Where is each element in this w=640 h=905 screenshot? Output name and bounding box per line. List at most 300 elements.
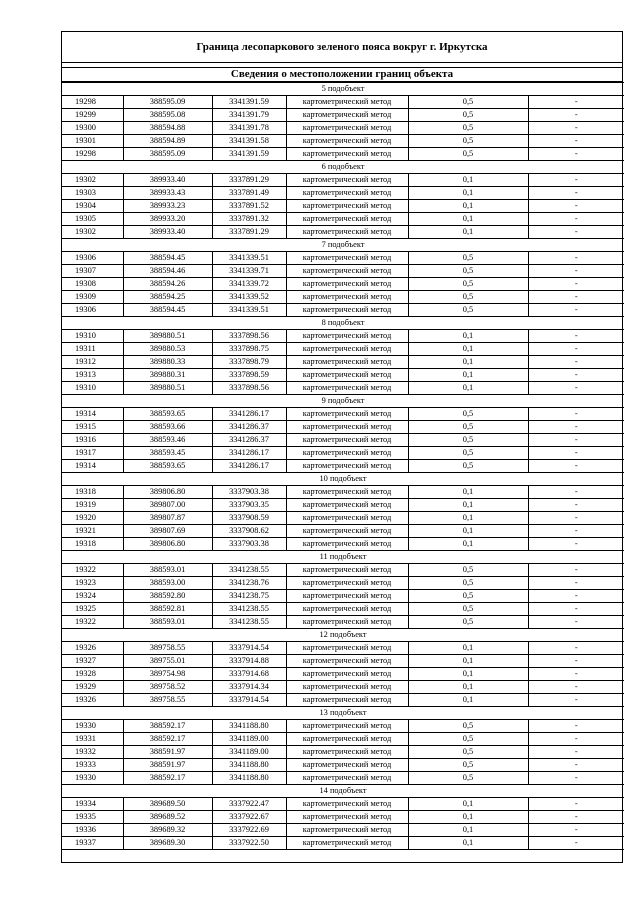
y-coordinate-cell: 3341238.55 xyxy=(212,603,286,616)
point-number-cell: 19335 xyxy=(62,811,123,824)
accuracy-cell: 0,5 xyxy=(408,564,528,577)
accuracy-cell: 0,1 xyxy=(408,499,528,512)
x-coordinate-cell: 388594.26 xyxy=(123,278,212,291)
accuracy-cell: 0,1 xyxy=(408,668,528,681)
description-cell: - xyxy=(528,720,624,733)
y-coordinate-cell: 3337922.67 xyxy=(212,811,286,824)
description-cell: - xyxy=(528,122,624,135)
method-cell: картометрический метод xyxy=(286,720,408,733)
point-number-cell: 19304 xyxy=(62,200,123,213)
table-row xyxy=(62,265,624,278)
method-cell: картометрический метод xyxy=(286,278,408,291)
accuracy-cell: 0,5 xyxy=(408,590,528,603)
subobject-header-row xyxy=(62,785,624,798)
x-coordinate-cell: 389807.87 xyxy=(123,512,212,525)
x-coordinate-cell: 389806.80 xyxy=(123,486,212,499)
x-coordinate-cell: 388593.01 xyxy=(123,616,212,629)
method-cell: картометрический метод xyxy=(286,252,408,265)
method-cell: картометрический метод xyxy=(286,655,408,668)
x-coordinate-cell: 388594.89 xyxy=(123,135,212,148)
point-number-cell: 19312 xyxy=(62,356,123,369)
description-cell: - xyxy=(528,824,624,837)
method-cell: картометрический метод xyxy=(286,486,408,499)
description-cell: - xyxy=(528,798,624,811)
x-coordinate-cell: 388592.80 xyxy=(123,590,212,603)
x-coordinate-cell: 388593.66 xyxy=(123,421,212,434)
table-row xyxy=(62,330,624,343)
subobject-label: 13 подобъект xyxy=(62,707,624,720)
accuracy-cell: 0,5 xyxy=(408,434,528,447)
point-number-cell: 19300 xyxy=(62,122,123,135)
y-coordinate-cell: 3341189.00 xyxy=(212,733,286,746)
description-cell: - xyxy=(528,369,624,382)
method-cell: картометрический метод xyxy=(286,798,408,811)
table-row xyxy=(62,811,624,824)
table-row xyxy=(62,837,624,850)
table-row xyxy=(62,772,624,785)
table-row xyxy=(62,96,624,109)
x-coordinate-cell: 388593.46 xyxy=(123,434,212,447)
subobject-header-row xyxy=(62,551,624,564)
x-coordinate-cell: 389758.55 xyxy=(123,642,212,655)
method-cell: картометрический метод xyxy=(286,603,408,616)
method-cell: картометрический метод xyxy=(286,343,408,356)
table-row xyxy=(62,122,624,135)
accuracy-cell: 0,1 xyxy=(408,811,528,824)
accuracy-cell: 0,5 xyxy=(408,148,528,161)
y-coordinate-cell: 3341339.72 xyxy=(212,278,286,291)
table-row xyxy=(62,798,624,811)
y-coordinate-cell: 3337914.34 xyxy=(212,681,286,694)
y-coordinate-cell: 3341188.80 xyxy=(212,759,286,772)
point-number-cell: 19319 xyxy=(62,499,123,512)
table-row xyxy=(62,759,624,772)
point-number-cell: 19298 xyxy=(62,96,123,109)
accuracy-cell: 0,5 xyxy=(408,265,528,278)
table-row xyxy=(62,746,624,759)
description-cell: - xyxy=(528,226,624,239)
method-cell: картометрический метод xyxy=(286,694,408,707)
accuracy-cell: 0,1 xyxy=(408,369,528,382)
point-number-cell: 19334 xyxy=(62,798,123,811)
method-cell: картометрический метод xyxy=(286,525,408,538)
method-cell: картометрический метод xyxy=(286,187,408,200)
method-cell: картометрический метод xyxy=(286,759,408,772)
accuracy-cell: 0,1 xyxy=(408,798,528,811)
x-coordinate-cell: 388591.97 xyxy=(123,759,212,772)
x-coordinate-cell: 389806.80 xyxy=(123,538,212,551)
y-coordinate-cell: 3341188.80 xyxy=(212,720,286,733)
y-coordinate-cell: 3341339.71 xyxy=(212,265,286,278)
subobject-label: 8 подобъект xyxy=(62,317,624,330)
method-cell: картометрический метод xyxy=(286,369,408,382)
accuracy-cell: 0,5 xyxy=(408,304,528,317)
accuracy-cell: 0,1 xyxy=(408,226,528,239)
description-cell: - xyxy=(528,96,624,109)
accuracy-cell: 0,1 xyxy=(408,486,528,499)
x-coordinate-cell: 388595.09 xyxy=(123,96,212,109)
table-row xyxy=(62,681,624,694)
accuracy-cell: 0,5 xyxy=(408,421,528,434)
subobject-label: 10 подобъект xyxy=(62,473,624,486)
x-coordinate-cell: 389807.69 xyxy=(123,525,212,538)
description-cell: - xyxy=(528,356,624,369)
accuracy-cell: 0,1 xyxy=(408,213,528,226)
y-coordinate-cell: 3337922.69 xyxy=(212,824,286,837)
description-cell: - xyxy=(528,837,624,850)
x-coordinate-cell: 388592.17 xyxy=(123,733,212,746)
accuracy-cell: 0,5 xyxy=(408,408,528,421)
y-coordinate-cell: 3341391.58 xyxy=(212,135,286,148)
y-coordinate-cell: 3341391.78 xyxy=(212,122,286,135)
point-number-cell: 19309 xyxy=(62,291,123,304)
table-row xyxy=(62,187,624,200)
method-cell: картометрический метод xyxy=(286,772,408,785)
subobject-label: 5 подобъект xyxy=(62,83,624,96)
x-coordinate-cell: 389880.51 xyxy=(123,330,212,343)
y-coordinate-cell: 3341391.59 xyxy=(212,148,286,161)
y-coordinate-cell: 3337891.32 xyxy=(212,213,286,226)
table-row xyxy=(62,590,624,603)
table-row xyxy=(62,135,624,148)
x-coordinate-cell: 388594.88 xyxy=(123,122,212,135)
table-row xyxy=(62,564,624,577)
table-row xyxy=(62,434,624,447)
document-title: Граница лесопаркового зеленого пояса вокруг г. Иркутска xyxy=(62,32,622,63)
y-coordinate-cell: 3341238.55 xyxy=(212,564,286,577)
description-cell: - xyxy=(528,213,624,226)
x-coordinate-cell: 389933.20 xyxy=(123,213,212,226)
description-cell: - xyxy=(528,408,624,421)
description-cell: - xyxy=(528,382,624,395)
description-cell: - xyxy=(528,564,624,577)
x-coordinate-cell: 388594.46 xyxy=(123,265,212,278)
description-cell: - xyxy=(528,499,624,512)
description-cell: - xyxy=(528,538,624,551)
accuracy-cell: 0,1 xyxy=(408,330,528,343)
subobject-label: 9 подобъект xyxy=(62,395,624,408)
table-row xyxy=(62,408,624,421)
y-coordinate-cell: 3341286.17 xyxy=(212,408,286,421)
point-number-cell: 19307 xyxy=(62,265,123,278)
method-cell: картометрический метод xyxy=(286,200,408,213)
point-number-cell: 19302 xyxy=(62,174,123,187)
table-row xyxy=(62,460,624,473)
accuracy-cell: 0,1 xyxy=(408,382,528,395)
description-cell: - xyxy=(528,434,624,447)
point-number-cell: 19303 xyxy=(62,187,123,200)
x-coordinate-cell: 388593.65 xyxy=(123,408,212,421)
method-cell: картометрический метод xyxy=(286,356,408,369)
accuracy-cell: 0,5 xyxy=(408,252,528,265)
accuracy-cell: 0,1 xyxy=(408,694,528,707)
y-coordinate-cell: 3337922.50 xyxy=(212,837,286,850)
description-cell: - xyxy=(528,304,624,317)
y-coordinate-cell: 3341391.59 xyxy=(212,96,286,109)
description-cell: - xyxy=(528,525,624,538)
description-cell: - xyxy=(528,642,624,655)
description-cell: - xyxy=(528,512,624,525)
method-cell: картометрический метод xyxy=(286,174,408,187)
table-row xyxy=(62,655,624,668)
accuracy-cell: 0,5 xyxy=(408,616,528,629)
x-coordinate-cell: 389689.30 xyxy=(123,837,212,850)
x-coordinate-cell: 388593.45 xyxy=(123,447,212,460)
table-row xyxy=(62,356,624,369)
subobject-label: 11 подобъект xyxy=(62,551,624,564)
x-coordinate-cell: 389880.33 xyxy=(123,356,212,369)
method-cell: картометрический метод xyxy=(286,668,408,681)
accuracy-cell: 0,1 xyxy=(408,525,528,538)
description-cell: - xyxy=(528,681,624,694)
accuracy-cell: 0,5 xyxy=(408,96,528,109)
description-cell: - xyxy=(528,694,624,707)
method-cell: картометрический метод xyxy=(286,434,408,447)
subobject-header-row xyxy=(62,317,624,330)
method-cell: картометрический метод xyxy=(286,109,408,122)
method-cell: картометрический метод xyxy=(286,616,408,629)
point-number-cell: 19330 xyxy=(62,772,123,785)
boundary-points-table xyxy=(62,82,624,850)
section-subtitle: Сведения о местоположении границ объекта xyxy=(62,68,622,82)
point-number-cell: 19306 xyxy=(62,304,123,317)
description-cell: - xyxy=(528,265,624,278)
point-number-cell: 19314 xyxy=(62,460,123,473)
method-cell: картометрический метод xyxy=(286,499,408,512)
description-cell: - xyxy=(528,291,624,304)
point-number-cell: 19315 xyxy=(62,421,123,434)
point-number-cell: 19333 xyxy=(62,759,123,772)
table-row xyxy=(62,486,624,499)
x-coordinate-cell: 388595.09 xyxy=(123,148,212,161)
table-row xyxy=(62,616,624,629)
description-cell: - xyxy=(528,772,624,785)
y-coordinate-cell: 3337914.88 xyxy=(212,655,286,668)
method-cell: картометрический метод xyxy=(286,148,408,161)
description-cell: - xyxy=(528,200,624,213)
subobject-header-row xyxy=(62,239,624,252)
accuracy-cell: 0,5 xyxy=(408,122,528,135)
y-coordinate-cell: 3337898.59 xyxy=(212,369,286,382)
y-coordinate-cell: 3337891.29 xyxy=(212,174,286,187)
y-coordinate-cell: 3337914.54 xyxy=(212,694,286,707)
method-cell: картометрический метод xyxy=(286,460,408,473)
y-coordinate-cell: 3341238.76 xyxy=(212,577,286,590)
x-coordinate-cell: 388592.17 xyxy=(123,772,212,785)
table-row xyxy=(62,512,624,525)
description-cell: - xyxy=(528,278,624,291)
y-coordinate-cell: 3341286.37 xyxy=(212,434,286,447)
subobject-label: 12 подобъект xyxy=(62,629,624,642)
accuracy-cell: 0,5 xyxy=(408,135,528,148)
accuracy-cell: 0,5 xyxy=(408,733,528,746)
table-row xyxy=(62,343,624,356)
method-cell: картометрический метод xyxy=(286,135,408,148)
point-number-cell: 19313 xyxy=(62,369,123,382)
document-sheet xyxy=(61,31,623,863)
table-row xyxy=(62,603,624,616)
method-cell: картометрический метод xyxy=(286,330,408,343)
table-row xyxy=(62,226,624,239)
table-row xyxy=(62,200,624,213)
y-coordinate-cell: 3337891.49 xyxy=(212,187,286,200)
point-number-cell: 19326 xyxy=(62,694,123,707)
table-row xyxy=(62,694,624,707)
table-row xyxy=(62,421,624,434)
description-cell: - xyxy=(528,421,624,434)
accuracy-cell: 0,5 xyxy=(408,603,528,616)
point-number-cell: 19310 xyxy=(62,382,123,395)
x-coordinate-cell: 389807.00 xyxy=(123,499,212,512)
y-coordinate-cell: 3341188.80 xyxy=(212,772,286,785)
description-cell: - xyxy=(528,148,624,161)
y-coordinate-cell: 3341339.52 xyxy=(212,291,286,304)
point-number-cell: 19322 xyxy=(62,616,123,629)
point-number-cell: 19324 xyxy=(62,590,123,603)
description-cell: - xyxy=(528,343,624,356)
description-cell: - xyxy=(528,603,624,616)
y-coordinate-cell: 3337914.68 xyxy=(212,668,286,681)
point-number-cell: 19316 xyxy=(62,434,123,447)
table-row xyxy=(62,174,624,187)
x-coordinate-cell: 389933.40 xyxy=(123,226,212,239)
accuracy-cell: 0,1 xyxy=(408,642,528,655)
subobject-header-row xyxy=(62,707,624,720)
x-coordinate-cell: 388594.45 xyxy=(123,252,212,265)
y-coordinate-cell: 3337914.54 xyxy=(212,642,286,655)
description-cell: - xyxy=(528,577,624,590)
table-row xyxy=(62,525,624,538)
table-row xyxy=(62,499,624,512)
x-coordinate-cell: 389933.43 xyxy=(123,187,212,200)
description-cell: - xyxy=(528,486,624,499)
accuracy-cell: 0,1 xyxy=(408,824,528,837)
point-number-cell: 19331 xyxy=(62,733,123,746)
accuracy-cell: 0,1 xyxy=(408,655,528,668)
x-coordinate-cell: 388593.65 xyxy=(123,460,212,473)
method-cell: картометрический метод xyxy=(286,421,408,434)
accuracy-cell: 0,1 xyxy=(408,538,528,551)
description-cell: - xyxy=(528,174,624,187)
x-coordinate-cell: 389755.01 xyxy=(123,655,212,668)
point-number-cell: 19322 xyxy=(62,564,123,577)
x-coordinate-cell: 389689.52 xyxy=(123,811,212,824)
method-cell: картометрический метод xyxy=(286,564,408,577)
method-cell: картометрический метод xyxy=(286,811,408,824)
point-number-cell: 19310 xyxy=(62,330,123,343)
table-row xyxy=(62,668,624,681)
description-cell: - xyxy=(528,590,624,603)
y-coordinate-cell: 3341339.51 xyxy=(212,304,286,317)
description-cell: - xyxy=(528,616,624,629)
description-cell: - xyxy=(528,655,624,668)
x-coordinate-cell: 389758.55 xyxy=(123,694,212,707)
point-number-cell: 19321 xyxy=(62,525,123,538)
subobject-header-row xyxy=(62,473,624,486)
y-coordinate-cell: 3341286.17 xyxy=(212,460,286,473)
y-coordinate-cell: 3341238.75 xyxy=(212,590,286,603)
subobject-label: 6 подобъект xyxy=(62,161,624,174)
description-cell: - xyxy=(528,252,624,265)
accuracy-cell: 0,5 xyxy=(408,577,528,590)
method-cell: картометрический метод xyxy=(286,512,408,525)
table-row xyxy=(62,304,624,317)
method-cell: картометрический метод xyxy=(286,577,408,590)
x-coordinate-cell: 389880.53 xyxy=(123,343,212,356)
method-cell: картометрический метод xyxy=(286,408,408,421)
accuracy-cell: 0,1 xyxy=(408,356,528,369)
accuracy-cell: 0,1 xyxy=(408,174,528,187)
y-coordinate-cell: 3341286.37 xyxy=(212,421,286,434)
x-coordinate-cell: 389880.51 xyxy=(123,382,212,395)
x-coordinate-cell: 388594.45 xyxy=(123,304,212,317)
table-row xyxy=(62,824,624,837)
accuracy-cell: 0,5 xyxy=(408,278,528,291)
subobject-header-row xyxy=(62,83,624,96)
table-row xyxy=(62,720,624,733)
method-cell: картометрический метод xyxy=(286,746,408,759)
method-cell: картометрический метод xyxy=(286,213,408,226)
description-cell: - xyxy=(528,759,624,772)
method-cell: картометрический метод xyxy=(286,304,408,317)
method-cell: картометрический метод xyxy=(286,96,408,109)
subobject-label: 14 подобъект xyxy=(62,785,624,798)
accuracy-cell: 0,1 xyxy=(408,837,528,850)
y-coordinate-cell: 3337891.29 xyxy=(212,226,286,239)
table-row xyxy=(62,538,624,551)
method-cell: картометрический метод xyxy=(286,590,408,603)
point-number-cell: 19326 xyxy=(62,642,123,655)
description-cell: - xyxy=(528,668,624,681)
table-row xyxy=(62,109,624,122)
method-cell: картометрический метод xyxy=(286,382,408,395)
y-coordinate-cell: 3337898.56 xyxy=(212,330,286,343)
table-row xyxy=(62,213,624,226)
point-number-cell: 19308 xyxy=(62,278,123,291)
y-coordinate-cell: 3341286.17 xyxy=(212,447,286,460)
method-cell: картометрический метод xyxy=(286,681,408,694)
x-coordinate-cell: 388592.81 xyxy=(123,603,212,616)
subobject-header-row xyxy=(62,161,624,174)
point-number-cell: 19318 xyxy=(62,486,123,499)
description-cell: - xyxy=(528,109,624,122)
accuracy-cell: 0,1 xyxy=(408,512,528,525)
accuracy-cell: 0,5 xyxy=(408,759,528,772)
point-number-cell: 19317 xyxy=(62,447,123,460)
x-coordinate-cell: 389754.98 xyxy=(123,668,212,681)
point-number-cell: 19336 xyxy=(62,824,123,837)
point-number-cell: 19329 xyxy=(62,681,123,694)
y-coordinate-cell: 3337903.38 xyxy=(212,538,286,551)
description-cell: - xyxy=(528,460,624,473)
accuracy-cell: 0,1 xyxy=(408,681,528,694)
table-row xyxy=(62,252,624,265)
y-coordinate-cell: 3341339.51 xyxy=(212,252,286,265)
point-number-cell: 19318 xyxy=(62,538,123,551)
table-row xyxy=(62,148,624,161)
accuracy-cell: 0,5 xyxy=(408,460,528,473)
method-cell: картометрический метод xyxy=(286,122,408,135)
method-cell: картометрический метод xyxy=(286,642,408,655)
x-coordinate-cell: 389933.40 xyxy=(123,174,212,187)
point-number-cell: 19328 xyxy=(62,668,123,681)
point-number-cell: 19337 xyxy=(62,837,123,850)
table-row xyxy=(62,369,624,382)
accuracy-cell: 0,1 xyxy=(408,343,528,356)
point-number-cell: 19306 xyxy=(62,252,123,265)
method-cell: картометрический метод xyxy=(286,447,408,460)
y-coordinate-cell: 3341238.55 xyxy=(212,616,286,629)
